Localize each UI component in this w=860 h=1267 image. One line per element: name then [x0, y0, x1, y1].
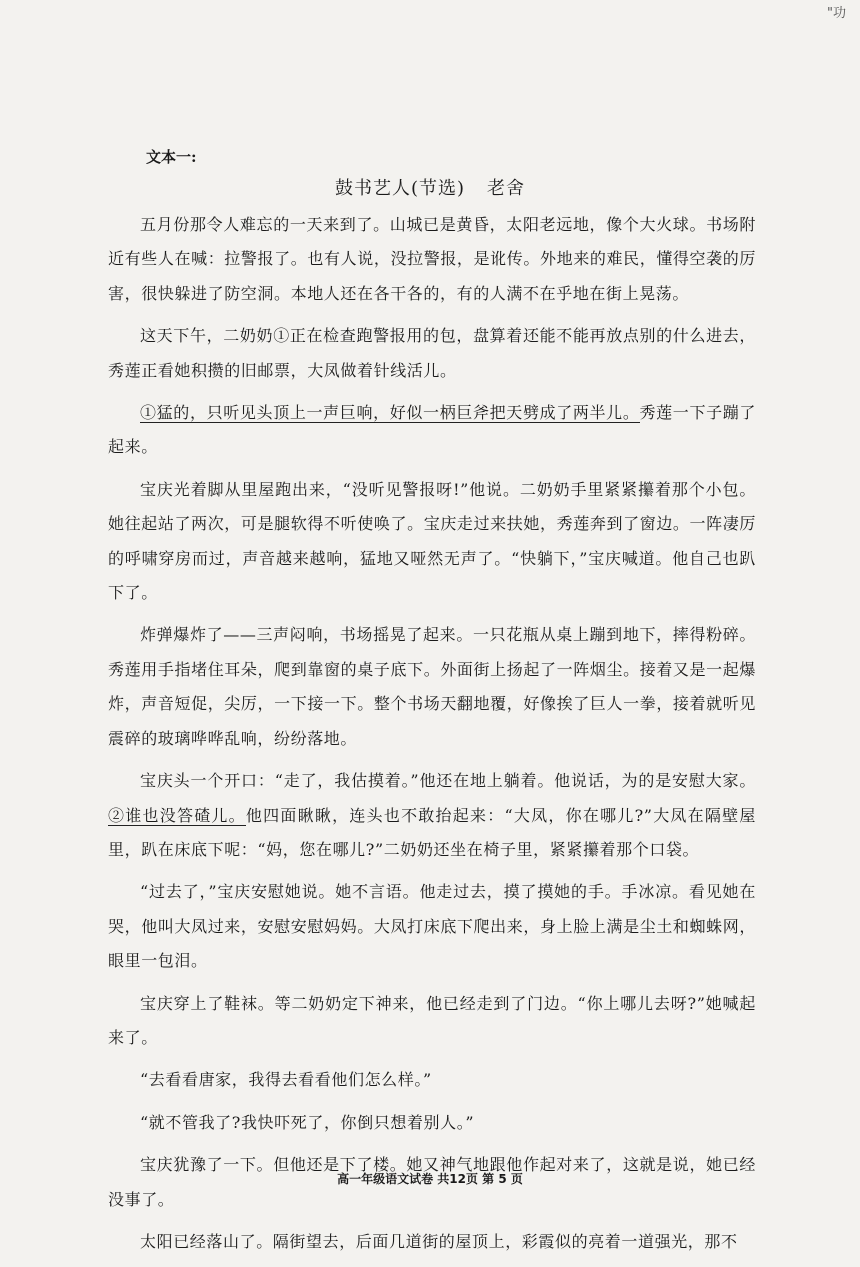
underlined-sentence-1: ①猛的，只听见头顶上一声巨响，好似一柄巨斧把天劈成了两半儿。 — [140, 403, 640, 423]
paragraph: 宝庆光着脚从里屋跑出来，“没听见警报呀!”他说。二奶奶手里紧紧攥着那个小包。她往起站了两次，可是腿软得不听使唤了。宝庆走过来扶她，秀莲奔到了窗边。一阵凄厉的呼啸穿房而过，声音越来越响，猛地又哑然无声了。“快躺下，”宝庆喊道。他自己也趴下了。 — [108, 479, 756, 603]
page-footer: 高一年级语文试卷 共12页 第 5 页 — [337, 1172, 523, 1186]
corner-mark: "功 — [827, 6, 846, 21]
paragraph-rest: 秀莲一下子蹦了起来。 — [108, 403, 756, 457]
paragraph-marked-1 — [108, 396, 756, 465]
paragraph: “去看看唐家，我得去看看他们怎么样。” — [140, 1070, 432, 1090]
paragraph: 宝庆穿上了鞋袜。等二奶奶定下神来，他已经走到了门边。“你上哪儿去呀?”她喊起来了。 — [108, 993, 756, 1047]
paragraph-start: 宝庆头一个开口：“走了，我估摸着。”他还在地上躺着。他说话，为的是安慰大家。 — [140, 771, 756, 791]
paragraph-marked-2 — [108, 764, 756, 867]
passage-body — [108, 208, 756, 1267]
paragraph: 五月份那令人难忘的一天来到了。山城已是黄昏，太阳老远地，像个大火球。书场附近有些人在喊：拉警报了。也有人说，没拉警报，是讹传。外地来的难民，懂得空袭的厉害，很快躲进了防空洞。本地人还在各干各的，有的人满不在乎地在街上晃荡。 — [108, 215, 756, 303]
paragraph: 太阳已经落山了。隔街望去，后面几道街的屋顶上，彩霞似的亮着一道强光，那不 — [140, 1231, 738, 1251]
paragraph: “就不管我了?我快吓死了，你倒只想着别人。” — [140, 1112, 475, 1132]
underlined-sentence-2: ②谁也没答碴儿。 — [108, 805, 246, 825]
paragraph: 宝庆犹豫了一下。但他还是下了楼。她又神气地跟他作起对来了，这就是说，她已经没事了。 — [108, 1155, 756, 1209]
paragraph-rest: 他四面瞅瞅，连头也不敢抬起来：“大凤，你在哪儿?”大凤在隔壁屋里，趴在床底下呢：“妈，您在哪儿?”二奶奶还坐在椅子里，紧紧攥着那个口袋。 — [108, 805, 756, 859]
author-name: 老舍 — [487, 178, 526, 199]
title-text: 鼓书艺人(节选) — [334, 178, 466, 199]
paragraph: 炸弹爆炸了——三声闷响，书场摇晃了起来。一只花瓶从桌上蹦到地下，摔得粉碎。秀莲用手指堵住耳朵，爬到靠窗的桌子底下。外面街上扬起了一阵烟尘。接着又是一起爆炸，声音短促，尖厉，一下接一下。整个书场天翻地覆，好像挨了巨人一拳，接着就听见震碎的玻璃哗哗乱响，纷纷落地。 — [108, 625, 756, 748]
paragraph: 这天下午，二奶奶①正在检查跑警报用的包，盘算着还能不能再放点别的什么进去，秀莲正看她积攒的旧邮票，大凤做着针线活儿。 — [108, 326, 756, 380]
passage-title — [0, 174, 860, 200]
paragraph: “过去了，”宝庆安慰她说。她不言语。他走过去，摸了摸她的手。手冰凉。看见她在哭，他叫大凤过来，安慰安慰妈妈。大凤打床底下爬出来，身上脸上满是尘土和蜘蛛网，眼里一包泪。 — [108, 882, 756, 971]
section-label: 文本一: — [146, 148, 197, 166]
